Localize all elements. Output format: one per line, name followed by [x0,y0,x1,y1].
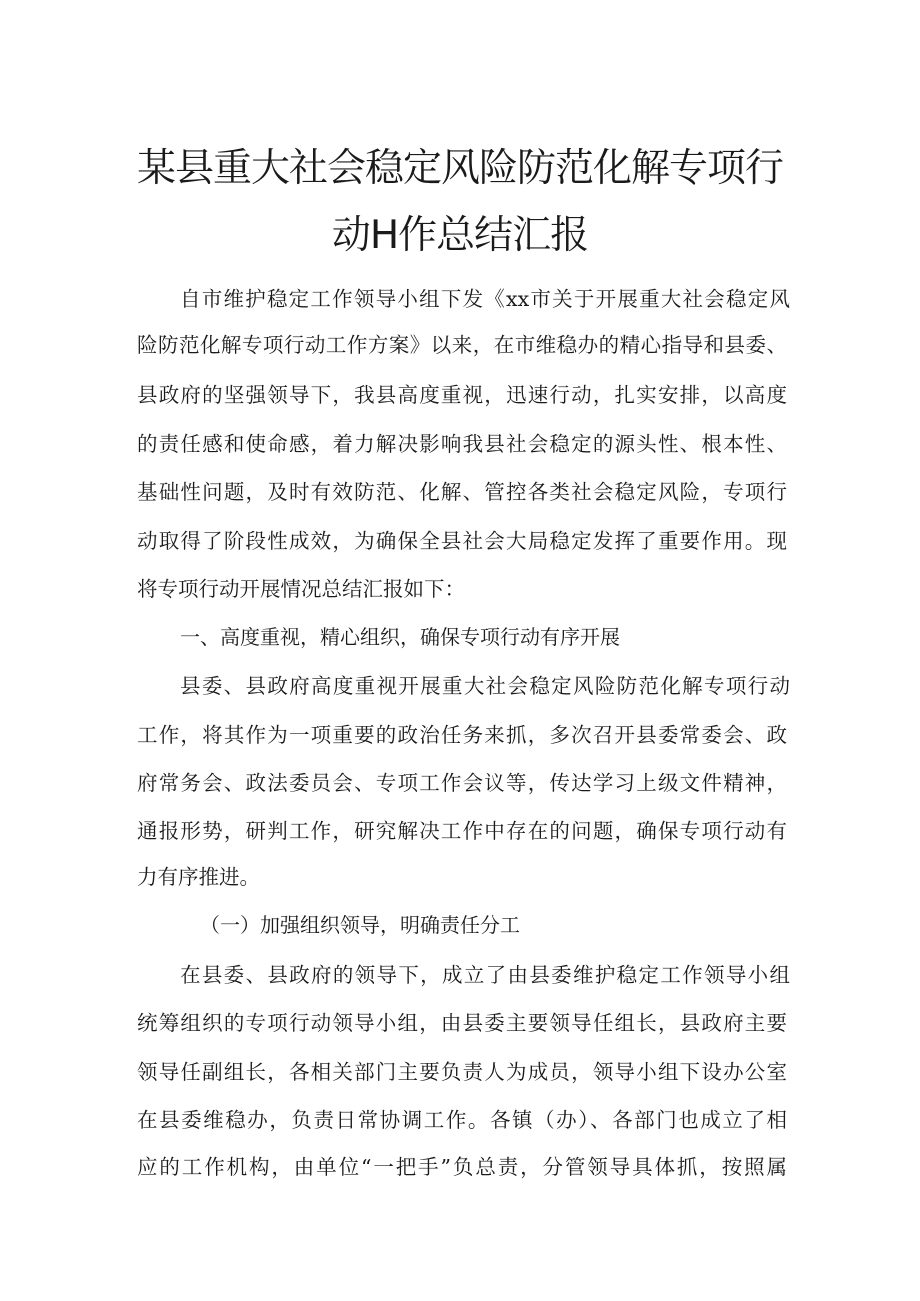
section1-line: 县委、县政府高度重视开展重大社会稳定风险防范化解专项行动 [180,674,790,698]
intro-line: 基础性问题，及时有效防范、化解、管控各类社会稳定风险，专项行 [137,480,787,504]
section1-line: 工作，将其作为一项重要的政治任务来抓，多次召开县委常委会、政 [137,723,787,747]
section-heading: 一、高度重视，精心组织，确保专项行动有序开展 [180,625,620,649]
subsection1-line: 领导任副组长，各相关部门主要负责人为成员，领导小组下设办公室 [137,1060,787,1084]
section1-line: 通报形势，研判工作，研究解决工作中存在的问题，确保专项行动有 [137,819,787,843]
subsection-heading: （一）加强组织领导，明确责任分工 [200,913,520,937]
intro-line: 自市维护稳定工作领导小组下发《xx市关于开展重大社会稳定风 [180,287,790,311]
section1-line: 力有序推进。 [137,865,260,889]
section1-line: 府常务会、政法委员会、专项工作会议等，传达学习上级文件精神， [137,771,787,795]
document-title-line-1: 某县重大社会稳定风险防范化解专项行 [136,146,783,191]
subsection1-line: 统筹组织的专项行动领导小组，由县委主要领导任组长，县政府主要 [137,1011,787,1035]
intro-line: 县政府的坚强领导下，我县高度重视，迅速行动，扎实安排，以高度 [137,383,787,407]
document-title-line-2: 动H作总结汇报 [331,213,589,258]
intro-line: 动取得了阶段性成效，为确保全县社会大局稳定发挥了重要作用。现 [137,529,787,553]
intro-line: 的责任感和使命感，着力解决影响我县社会稳定的源头性、根本性、 [137,432,787,456]
subsection1-line: 在县委、县政府的领导下，成立了由县委维护稳定工作领导小组 [180,963,790,987]
intro-line: 险防范化解专项行动工作方案》以来，在市维稳办的精心指导和县委、 [137,333,787,357]
intro-line: 将专项行动开展情况总结汇报如下： [137,577,465,601]
subsection1-line: 在县委维稳办，负责日常协调工作。各镇（办）、各部门也成立了相 [137,1108,787,1132]
subsection1-line: 应的工作机构，由单位“一把手”负总责，分管领导具体抓，按照属 [137,1155,787,1179]
